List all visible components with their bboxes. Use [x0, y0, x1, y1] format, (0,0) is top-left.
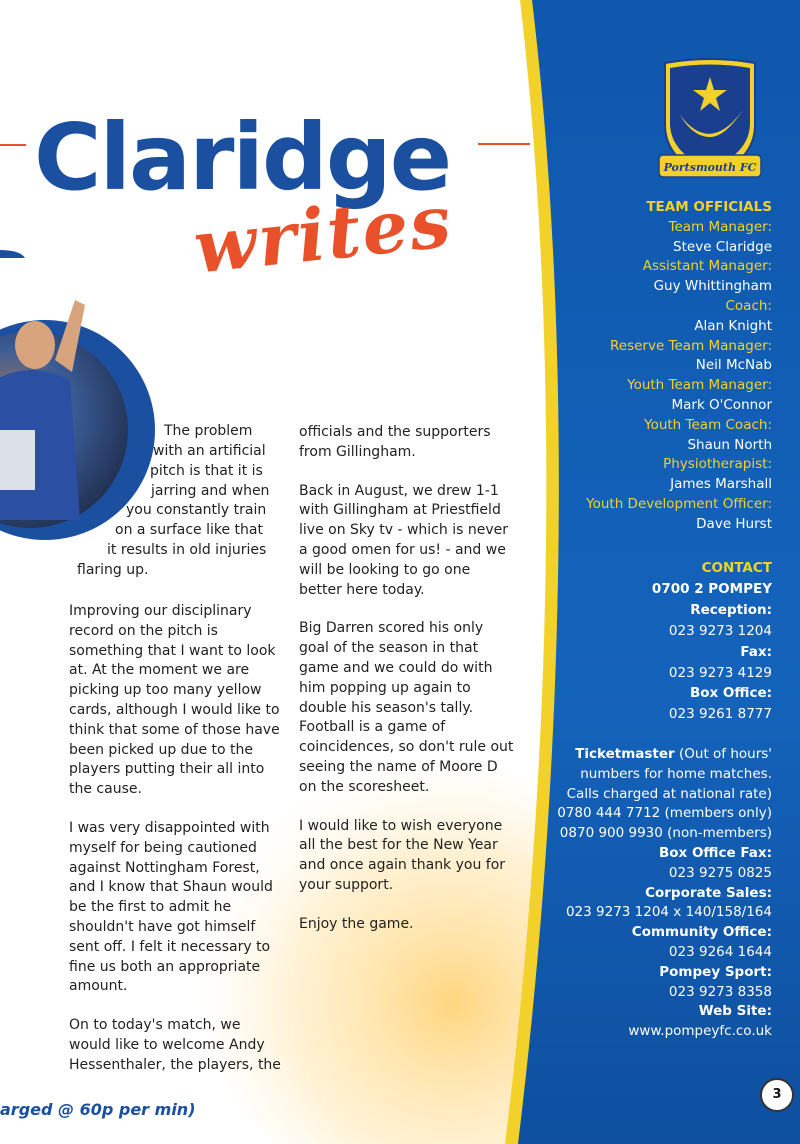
team-officials-heading: TEAM OFFICIALS	[646, 199, 772, 215]
contact-label: Reception:	[690, 601, 772, 618]
paragraph: Big Darren scored his only goal of the season in that game and we could do with him popping up again to double his season's tally. Football is a game of coincidences, so don't rule out seeing the name of Moore D on the scoresheet.	[299, 620, 514, 795]
contact-number: 023 9273 1204	[668, 622, 772, 639]
contact-number: 023 9264 1644	[668, 943, 772, 960]
official-name: Steve Claridge	[673, 238, 772, 255]
paragraph: officials and the supporters from Gillingham.	[299, 424, 491, 460]
contact-label: Pompey Sport:	[659, 963, 772, 980]
official-role: Reserve Team Manager:	[609, 337, 772, 354]
ticketmaster-note: numbers for home matches.	[580, 765, 772, 782]
ticketmaster-note: (Out of hours'	[674, 746, 772, 762]
contact-number: 023 9273 4129	[668, 664, 772, 681]
paragraph: I would like to wish everyone all the best for the New Year and once again thank you for your support.	[299, 817, 506, 893]
team-officials	[586, 198, 772, 535]
contact-label: Community Office:	[631, 924, 772, 941]
portsmouth-crest-logo	[655, 55, 765, 185]
contact-number: 0870 900 9930 (non-members)	[559, 825, 772, 842]
article-column-2	[299, 423, 514, 954]
premium-rate-note: arged @ 60p per min)	[0, 1100, 196, 1119]
contact-label: Fax:	[740, 643, 772, 660]
contact-number: 0780 444 7712 (members only)	[557, 805, 772, 822]
contact-number: 023 9261 8777	[668, 706, 772, 723]
official-role: Physiotherapist:	[663, 456, 772, 473]
contact-label: Ticketmaster	[575, 746, 675, 762]
article-column-1	[69, 602, 284, 1095]
official-name: Mark O'Connor	[671, 396, 772, 413]
ticketmaster-note: Calls charged at national rate)	[566, 785, 772, 802]
paragraph: Enjoy the game.	[299, 915, 414, 932]
official-name: James Marshall	[670, 476, 772, 493]
official-role: Youth Development Officer:	[586, 495, 772, 512]
heading-rule-right	[478, 143, 530, 145]
official-role: Assistant Manager:	[642, 258, 772, 275]
contact-number: 023 9273 8358	[668, 983, 772, 1000]
official-role: Coach:	[725, 297, 772, 314]
intro-line: pitch is that it is	[150, 463, 263, 479]
article-subtitle: writes	[190, 177, 457, 290]
contact-number: 023 9275 0825	[668, 864, 772, 881]
ticketmaster-line	[557, 745, 772, 765]
contact-number: 023 9273 1204 x 140/158/164	[565, 904, 772, 921]
main-number: 0700 2 POMPEY	[651, 580, 772, 597]
contact-label: Box Office:	[689, 685, 772, 702]
official-name: Shaun North	[687, 436, 772, 453]
official-name: Alan Knight	[694, 317, 772, 334]
contact-label: Web Site:	[698, 1003, 772, 1020]
intro-line: jarring and when	[151, 483, 270, 499]
intro-line: you constantly train	[126, 502, 267, 518]
heading-rule-left	[0, 144, 26, 146]
website-link[interactable]: www.pompeyfc.co.uk	[628, 1023, 772, 1040]
official-name: Neil McNab	[695, 357, 772, 374]
intro-line: with an artificial	[153, 443, 266, 459]
intro-line: flaring up.	[77, 562, 149, 578]
crest-text: Portsmouth FC	[663, 161, 757, 174]
intro-line: it results in old injuries	[107, 542, 267, 558]
article-title: Claridge	[34, 104, 451, 211]
official-role: Youth Team Coach:	[644, 416, 772, 433]
paragraph: On to today's match, we would like to welcome Andy Hessenthaler, the players, the	[69, 1017, 281, 1073]
contact-section	[652, 558, 772, 725]
paragraph: Improving our disciplinary record on the pitch is something that I want to look at. At the moment we are picking up too many yellow cards, although I would like to think that some of those have been picked up due to the players putting their all into the cause.	[69, 603, 280, 798]
intro-line: on a surface like that	[115, 522, 263, 538]
paragraph: I was very disappointed with myself for being cautioned against Nottingham Forest, and I know that Shaun would be the first to admit he shouldn't have got himself sent off. I felt it necessary to fine us both an appropriate amount.	[69, 819, 273, 995]
paragraph: Back in August, we drew 1-1 with Gillingham at Priestfield live on Sky tv - which is never a good omen for us! - and we will be looking to go one better here today.	[299, 482, 508, 598]
contact-label: Box Office Fax:	[658, 844, 772, 861]
official-role: Team Manager:	[668, 218, 772, 235]
official-role: Youth Team Manager:	[627, 377, 772, 394]
official-name: Dave Hurst	[696, 515, 772, 532]
ticketmaster-section	[557, 745, 772, 1042]
contact-label: Corporate Sales:	[645, 884, 772, 901]
intro-line: The problem	[164, 423, 253, 439]
contact-heading: CONTACT	[701, 560, 772, 576]
official-name: Guy Whittingham	[653, 278, 772, 295]
page-number: 3	[760, 1078, 794, 1112]
